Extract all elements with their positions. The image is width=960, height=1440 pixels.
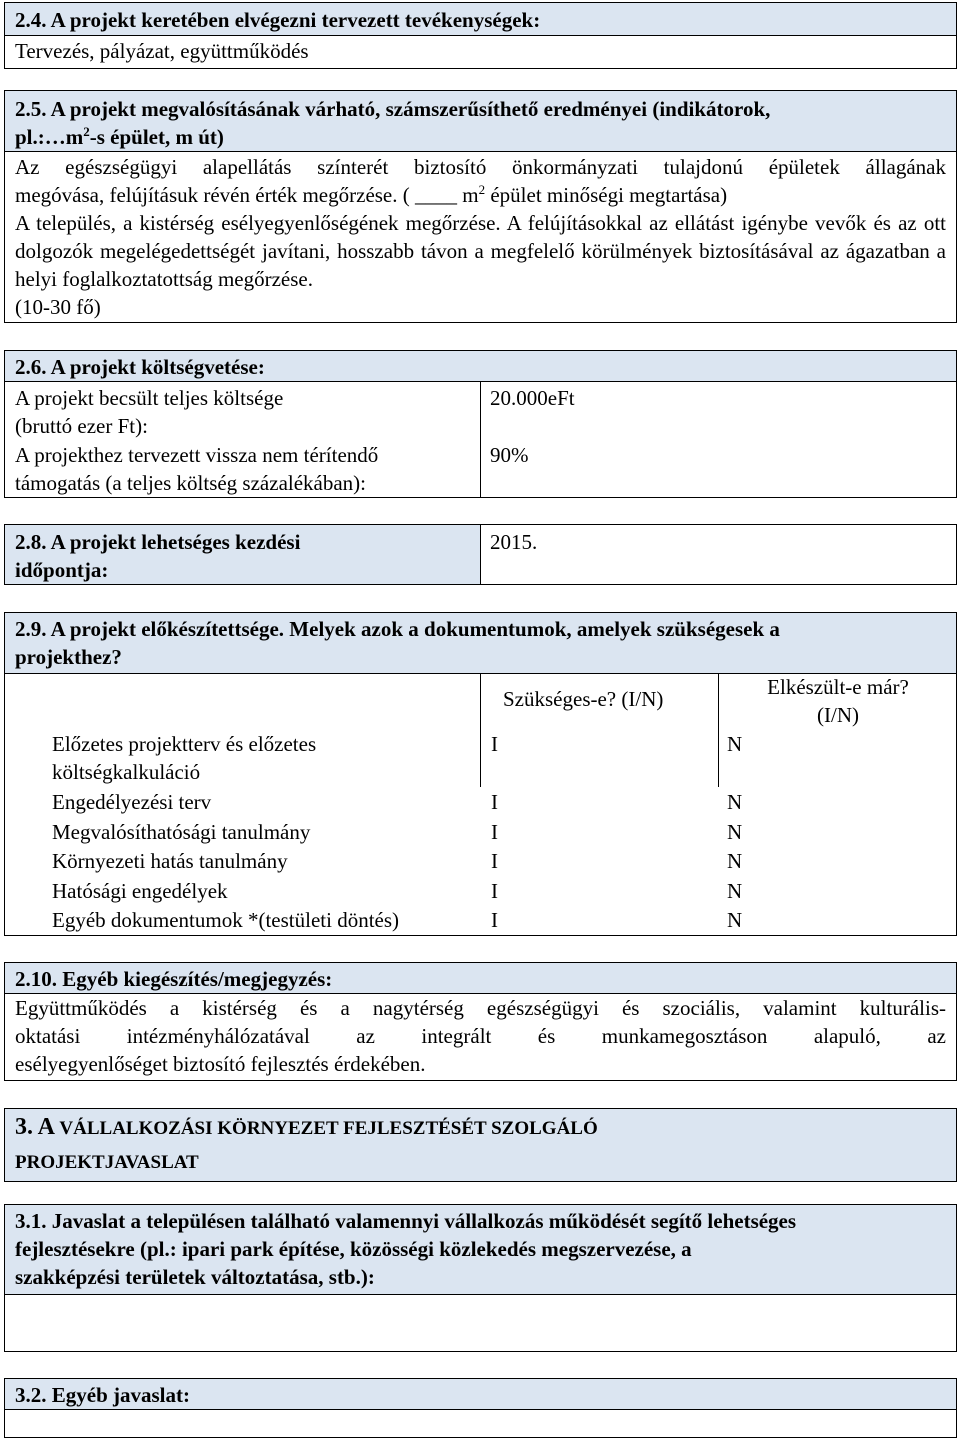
col-header-done-line2: (I/N) bbox=[817, 703, 859, 727]
section-2-8-heading bbox=[4, 524, 481, 585]
table-row bbox=[52, 730, 316, 786]
done-value: N bbox=[727, 879, 743, 903]
cost-label-line1: A projekt becsült teljes költsége bbox=[15, 386, 284, 410]
support-value: 90% bbox=[490, 443, 529, 467]
done-value: N bbox=[727, 820, 743, 844]
support-label bbox=[15, 441, 378, 497]
section-2-5-p1-line2 bbox=[15, 181, 946, 209]
section-2-10-body bbox=[4, 993, 957, 1081]
doc-name: Előzetes projektterv és előzetes bbox=[52, 732, 317, 756]
section-2-5-heading bbox=[4, 90, 957, 152]
section-2-6-heading-text: 2.6. A projekt költségvetése: bbox=[15, 355, 265, 379]
needed-value: I bbox=[491, 908, 498, 932]
needed-value: I bbox=[491, 790, 498, 814]
cost-label-line2: (bruttó ezer Ft): bbox=[15, 414, 148, 438]
section-3-2-body[interactable] bbox=[4, 1409, 957, 1438]
section-3-title-line2: PROJEKTJAVASLAT bbox=[15, 1152, 199, 1173]
divider bbox=[480, 382, 481, 497]
col-header-done bbox=[718, 673, 958, 729]
p1-tail: épület minőségi megtartása) bbox=[485, 183, 728, 207]
doc-name: Engedélyezési terv bbox=[52, 790, 212, 814]
section-2-8-heading-line2: időpontja: bbox=[15, 558, 109, 582]
section-3-title-line1 bbox=[15, 1113, 946, 1143]
section-2-5-body bbox=[4, 151, 957, 323]
section-2-10-heading bbox=[4, 962, 957, 994]
section-2-9-heading bbox=[4, 612, 957, 674]
section-3-1-heading-line1: 3.1. Javaslat a településen található valamennyi vállalkozás működését segítő lehetséges bbox=[15, 1209, 797, 1233]
p1-unit: m bbox=[457, 183, 479, 207]
section-3-1-body[interactable] bbox=[4, 1294, 957, 1352]
start-date-value: 2015. bbox=[490, 530, 538, 554]
section-2-10-text-line2: oktatási intézményhálózatával az integrált és munkamegosztáson alapuló, az bbox=[15, 1024, 946, 1048]
section-2-4-heading bbox=[4, 2, 957, 36]
needed-value: I bbox=[491, 732, 498, 756]
section-2-4-body bbox=[4, 35, 957, 69]
doc-name: Megvalósíthatósági tanulmány bbox=[52, 820, 311, 844]
section-2-10-text-line1: Együttműködés a kistérség és a nagytérség egészségügyi és szociális, valamint kulturális- bbox=[15, 996, 946, 1020]
section-2-5-heading-line1: 2.5. A projekt megvalósításának várható, számszerűsíthető eredményei (indikátorok, bbox=[15, 97, 771, 121]
section-2-10-text-line3: esélyegyenlőséget biztosító fejlesztés érdekében. bbox=[15, 1052, 426, 1076]
section-3-2-heading-text: 3.2. Egyéb javaslat: bbox=[15, 1383, 190, 1407]
cost-value: 20.000eFt bbox=[490, 386, 575, 410]
done-value: N bbox=[727, 908, 743, 932]
p1-blank: ____ bbox=[415, 183, 457, 207]
section-2-4-text: Tervezés, pályázat, együttműködés bbox=[15, 39, 309, 63]
section-2-5-p3: (10-30 fő) bbox=[15, 295, 101, 319]
section-2-8-heading-line1: 2.8. A projekt lehetséges kezdési bbox=[15, 530, 301, 554]
section-3-1-heading-line3: szakképzési területek változtatása, stb.): bbox=[15, 1265, 375, 1289]
needed-value: I bbox=[491, 820, 498, 844]
section-2-5-p2: A település, a kistérség esélyegyenlőségének megőrzése. A felújításokkal az ellátást igénybe vevők és az ott dolgozók megelégedettségét javítani, hosszabb távon a megfelelő körülmények biztosításával az ágazatban a helyi foglalkoztatottság megőrzése. bbox=[15, 211, 946, 291]
section-2-10-heading-text: 2.10. Egyéb kiegészítés/megjegyzés: bbox=[15, 967, 333, 991]
doc-name: Környezeti hatás tanulmány bbox=[52, 849, 288, 873]
heading-superscript: 2 bbox=[83, 124, 90, 139]
section-3-heading bbox=[4, 1108, 957, 1182]
section-3-number: 3. A bbox=[15, 1114, 56, 1140]
doc-name: Hatósági engedélyek bbox=[52, 879, 228, 903]
section-3-2-heading bbox=[4, 1378, 957, 1410]
section-2-4-heading-text: 2.4. A projekt keretében elvégezni tervezett tevékenységek: bbox=[15, 8, 541, 32]
p1-superscript: 2 bbox=[478, 182, 486, 197]
section-2-5-p1 bbox=[15, 153, 946, 181]
section-2-9-table bbox=[4, 673, 957, 936]
section-2-9-heading-line2: projekthez? bbox=[15, 645, 122, 669]
done-value: N bbox=[727, 732, 743, 756]
section-2-6-heading bbox=[4, 350, 957, 382]
section-3-title-part1: VÁLLALKOZÁSI KÖRNYEZET FEJLESZTÉSÉT SZOLGÁLÓ bbox=[55, 1118, 598, 1139]
cost-label bbox=[15, 384, 283, 440]
p1-line1: Az egészségügyi alapellátás színterét biztosító önkormányzati tulajdonú épületek állagának bbox=[15, 155, 946, 179]
section-3-1-heading-line2: fejlesztésekre (pl.: ipari park építése, közösségi közlekedés megszervezése, a bbox=[15, 1237, 692, 1261]
support-label-line1: A projekthez tervezett vissza nem térítendő bbox=[15, 443, 379, 467]
section-2-9-heading-line1: 2.9. A projekt előkészítettsége. Melyek azok a dokumentumok, amelyek szükségesek a bbox=[15, 617, 780, 641]
section-2-5-heading-line2 bbox=[15, 123, 946, 151]
done-value: N bbox=[727, 790, 743, 814]
col-header-done-line1: Elkészült-e már? bbox=[767, 675, 909, 699]
support-label-line2: támogatás (a teljes költség százalékában): bbox=[15, 471, 367, 495]
needed-value: I bbox=[491, 879, 498, 903]
done-value: N bbox=[727, 849, 743, 873]
doc-name: Egyéb dokumentumok *(testületi döntés) bbox=[52, 908, 400, 932]
section-2-8-value-cell bbox=[480, 524, 957, 585]
heading-unit-text: pl.:…m bbox=[15, 125, 84, 149]
p1-line2-text: megóvása, felújításuk révén érték megőrzése. ( bbox=[15, 183, 410, 207]
col-divider-1 bbox=[480, 674, 481, 787]
doc-name-line2: költségkalkuláció bbox=[52, 760, 201, 784]
col-header-needed: Szükséges-e? (I/N) bbox=[503, 687, 664, 711]
section-3-1-heading bbox=[4, 1204, 957, 1295]
section-2-6-table bbox=[4, 381, 957, 498]
heading-unit-text-2: -s épület, m út) bbox=[89, 125, 224, 149]
needed-value: I bbox=[491, 849, 498, 873]
